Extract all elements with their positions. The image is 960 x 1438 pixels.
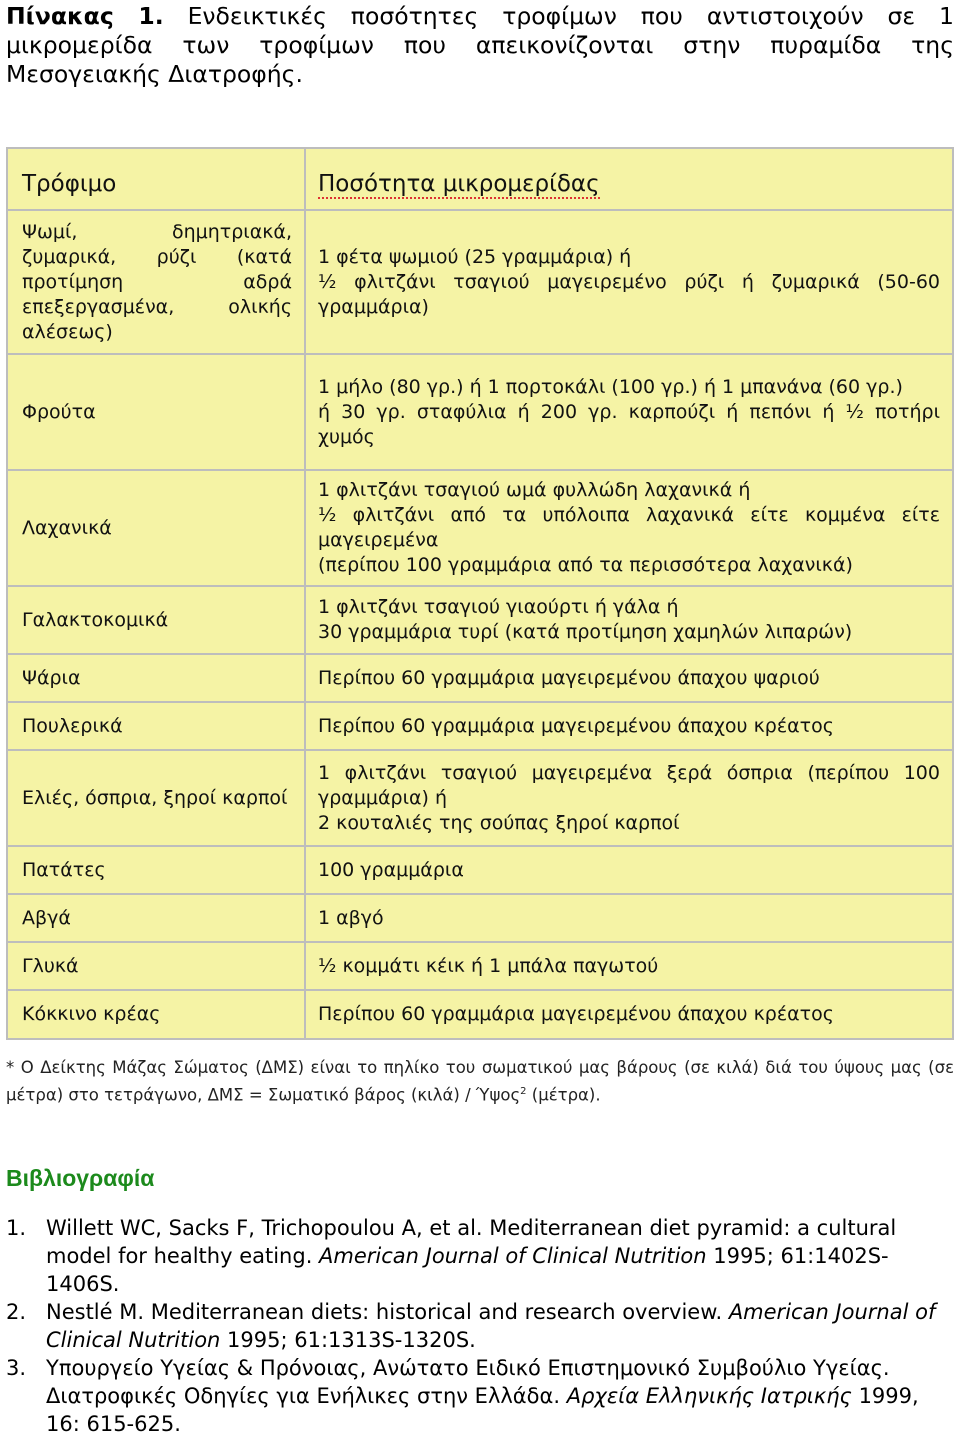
portion-cell [305, 894, 953, 942]
table-row [7, 750, 953, 846]
food-cell: Ψάρια [7, 654, 305, 702]
portion-cell [305, 750, 953, 846]
food-cell: Γλυκά [7, 942, 305, 990]
reference-citation: 1995; 61:1402S-1406S. [46, 1244, 889, 1296]
table-row [7, 654, 953, 702]
portion-line: Περίπου 60 γραμμάρια μαγειρεμένου άπαχου ψαριού [318, 666, 820, 689]
portion-line: 1 φλιτζάνι τσαγιού γιαούρτι ή γάλα ή [318, 596, 679, 618]
food-cell: Γαλακτοκομικά [7, 586, 305, 654]
table-row [7, 894, 953, 942]
food-cell: Φρούτα [7, 354, 305, 470]
reference-journal: American Journal of Clinical Nutrition [46, 1300, 936, 1352]
portion-cell [305, 942, 953, 990]
reference-text: Willett WC, Sacks F, Trichopoulou A, et al. Mediterranean diet pyramid: a cultural model for healthy eating. [46, 1216, 897, 1268]
reference-citation: 1999, 16: 615-625. [46, 1384, 919, 1436]
table-row [7, 990, 953, 1039]
portion-cell [305, 990, 953, 1039]
reference-number: 2. [6, 1300, 27, 1324]
reference-text: Υπουργείο Υγείας & Πρόνοιας, Ανώτατο Ειδικό Επιστημονικό Συμβούλιο Υγείας. Διατροφικές Οδηγίες για Ενήλικες στην Ελλάδα. [46, 1356, 890, 1408]
header-food: Τρόφιμο [7, 148, 305, 210]
portion-line: ή 30 γρ. σταφύλια ή 200 γρ. καρπούζι ή πεπόνι ή ½ ποτήρι χυμός [318, 400, 940, 448]
portion-cell [305, 210, 953, 354]
portion-cell [305, 470, 953, 586]
portion-line: 1 φλιτζάνι τσαγιού ωμά φυλλώδη λαχανικά ή [318, 479, 751, 501]
portion-cell [305, 846, 953, 894]
food-cell: Ελιές, όσπρια, ξηροί καρποί [7, 750, 305, 846]
food-cell: Πουλερικά [7, 702, 305, 750]
reference-item [6, 1214, 954, 1298]
portion-line: 2 κουταλιές της σούπας ξηροί καρποί [318, 811, 680, 834]
table-row [7, 702, 953, 750]
table-row [7, 470, 953, 586]
portion-line: 100 γραμμάρια [318, 858, 464, 881]
caption-text: Ενδεικτικές ποσότητες τροφίμων που αντιστοιχούν σε 1 μικρομερίδα των τροφίμων που απεικονίζονται στην πυραμίδα της Μεσογειακής Διατροφής. [6, 2, 954, 88]
portion-line: Περίπου 60 γραμμάρια μαγειρεμένου άπαχου κρέατος [318, 714, 834, 737]
table-row [7, 354, 953, 470]
reference-item [6, 1354, 954, 1438]
reference-number: 3. [6, 1356, 27, 1380]
food-cell: Κόκκινο κρέας [7, 990, 305, 1039]
note-superscript: 2 [520, 1086, 527, 1097]
portion-line: ½ φλιτζάνι τσαγιού μαγειρεμένο ρύζι ή ζυμαρικά (50-60 γραμμάρια) [318, 270, 940, 318]
food-cell: Αβγά [7, 894, 305, 942]
table-row [7, 586, 953, 654]
portion-line: 1 μήλο (80 γρ.) ή 1 πορτοκάλι (100 γρ.) ή 1 μπανάνα (60 γρ.) [318, 375, 903, 398]
table-caption [6, 2, 954, 89]
table-row [7, 210, 953, 354]
portion-cell [305, 354, 953, 470]
references-title: Βιβλιογραφία [6, 1165, 155, 1191]
reference-text: Nestlé M. Mediterranean diets: historical and research overview. [46, 1300, 729, 1324]
table-row [7, 846, 953, 894]
caption-label: Πίνακας 1. [6, 2, 164, 30]
portion-line: 30 γραμμάρια τυρί (κατά προτίμηση χαμηλών λιπαρών) [318, 621, 853, 643]
portion-line: 1 αβγό [318, 906, 384, 929]
reference-number: 1. [6, 1216, 27, 1240]
portion-line: ½ κομμάτι κέικ ή 1 μπάλα παγωτού [318, 954, 659, 977]
food-cell: Λαχανικά [7, 470, 305, 586]
note-text-end: (μέτρα). [526, 1085, 601, 1105]
table-header-row [7, 148, 953, 210]
reference-item [6, 1298, 954, 1354]
portion-line: 1 φέτα ψωμιού (25 γραμμάρια) ή [318, 245, 632, 268]
references-list [6, 1214, 954, 1438]
reference-journal: Αρχεία Ελληνικής Ιατρικής [566, 1384, 852, 1408]
reference-journal: American Journal of Clinical Nutrition [319, 1244, 707, 1268]
header-portion [305, 148, 953, 210]
table-row [7, 942, 953, 990]
portion-table [6, 147, 954, 1040]
portion-line: Περίπου 60 γραμμάρια μαγειρεμένου άπαχου κρέατος [318, 1003, 834, 1025]
bmi-note [6, 1056, 954, 1108]
reference-citation: 1995; 61:1313S-1320S. [220, 1328, 476, 1352]
portion-cell [305, 654, 953, 702]
note-text: * Ο Δείκτης Μάζας Σώματος (ΔΜΣ) είναι το πηλίκο του σωματικού μας βάρους (σε κιλά) διά του ύψους μας (σε μέτρα) στο τετράγωνο, ΔΜΣ = Σωματικό βάρος (κιλά) / Ύψος [6, 1058, 954, 1105]
portion-line: 1 φλιτζάνι τσαγιού μαγειρεμένα ξερά όσπρια (περίπου 100 γραμμάρια) ή [318, 761, 940, 809]
header-portion-text: Ποσότητα μικρομερίδας [318, 170, 600, 197]
portion-cell [305, 586, 953, 654]
portion-cell [305, 702, 953, 750]
portion-line: ½ φλιτζάνι από τα υπόλοιπα λαχανικά είτε κομμένα είτε μαγειρεμένα [318, 504, 940, 551]
food-cell: Πατάτες [7, 846, 305, 894]
food-cell: Ψωμί, δημητριακά, ζυμαρικά, ρύζι (κατά προτίμηση αδρά επεξεργασμένα, ολικής αλέσεως) [7, 210, 305, 354]
portion-line: (περίπου 100 γραμμάρια από τα περισσότερα λαχανικά) [318, 554, 853, 576]
